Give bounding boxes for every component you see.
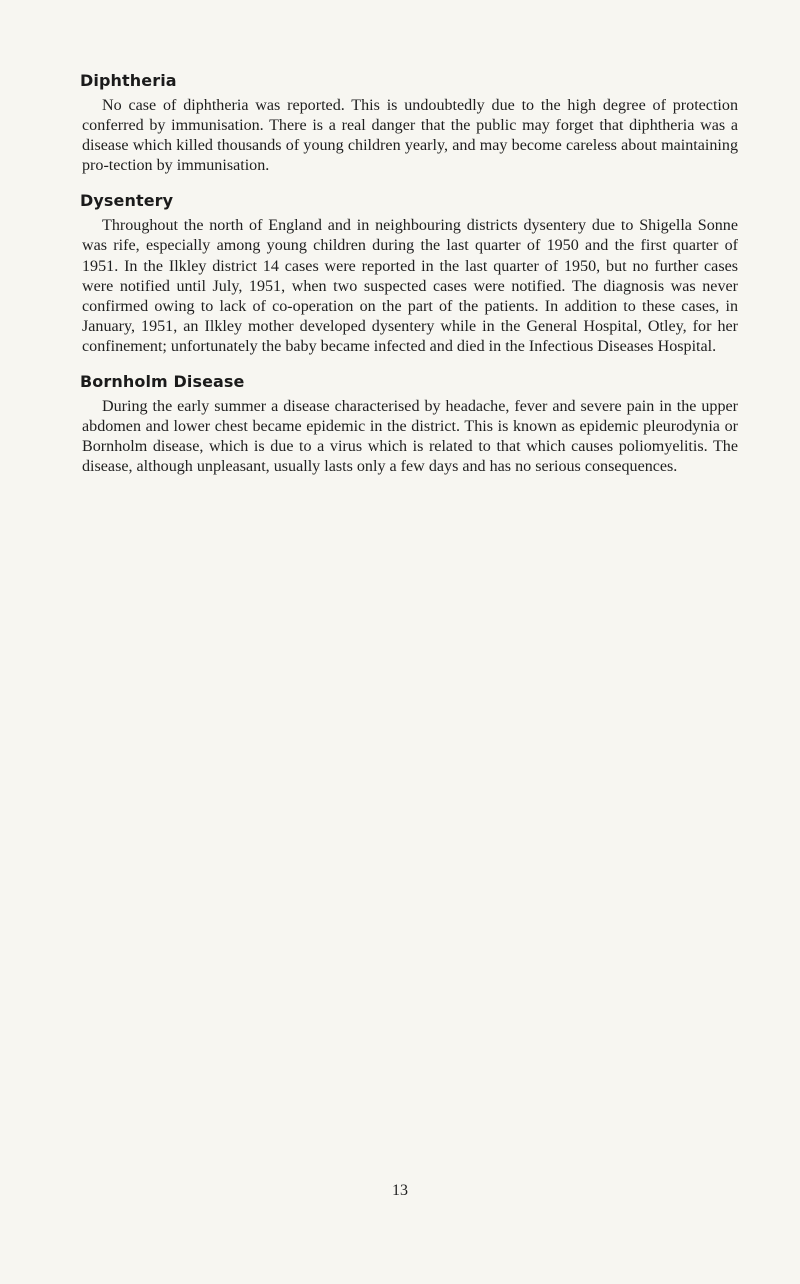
page-number: 13 (392, 1182, 408, 1199)
paragraph-diphtheria: No case of diphtheria was reported. This is undoubtedly due to the high degree of protection conferred by immunisation. There is a real danger that the public may forget that diphtheria was a disease which killed thousands of young children yearly, and may become careless about maintaining pro-tection by immunisation. (82, 97, 738, 175)
section-dysentery (82, 190, 738, 357)
heading-bornholm-disease: Bornholm Disease (80, 372, 245, 392)
section-bornholm-disease (82, 371, 738, 477)
section-diphtheria (82, 70, 738, 176)
paragraph-dysentery: Throughout the north of England and in neighbouring districts dysentery due to Shigella Sonne was rife, especially among young children during the last quarter of 1950 and the first quarter of 1951. In the Ilkley district 14 cases were reported in the last quarter of 1950, but no further cases were notified until July, 1951, when two suspected cases were notified. The diagnosis was never confirmed owing to lack of co-operation on the part of the patients. In addition to these cases, in January, 1951, an Ilkley mother developed dysentery while in the General Hospital, Otley, for her confinement; unfortunately the baby became infected and died in the Infectious Diseases Hospital. (82, 217, 738, 355)
paragraph-bornholm-disease: During the early summer a disease characterised by headache, fever and severe pain in the upper abdomen and lower chest became epidemic in the district. This is known as epidemic pleurodynia or Bornholm disease, which is due to a virus which is related to that which causes poliomyelitis. The disease, although unpleasant, usually lasts only a few days and has no serious consequences. (82, 398, 738, 476)
heading-diphtheria: Diphtheria (80, 71, 177, 90)
heading-dysentery: Dysentery (80, 191, 174, 211)
document-page (82, 70, 738, 477)
